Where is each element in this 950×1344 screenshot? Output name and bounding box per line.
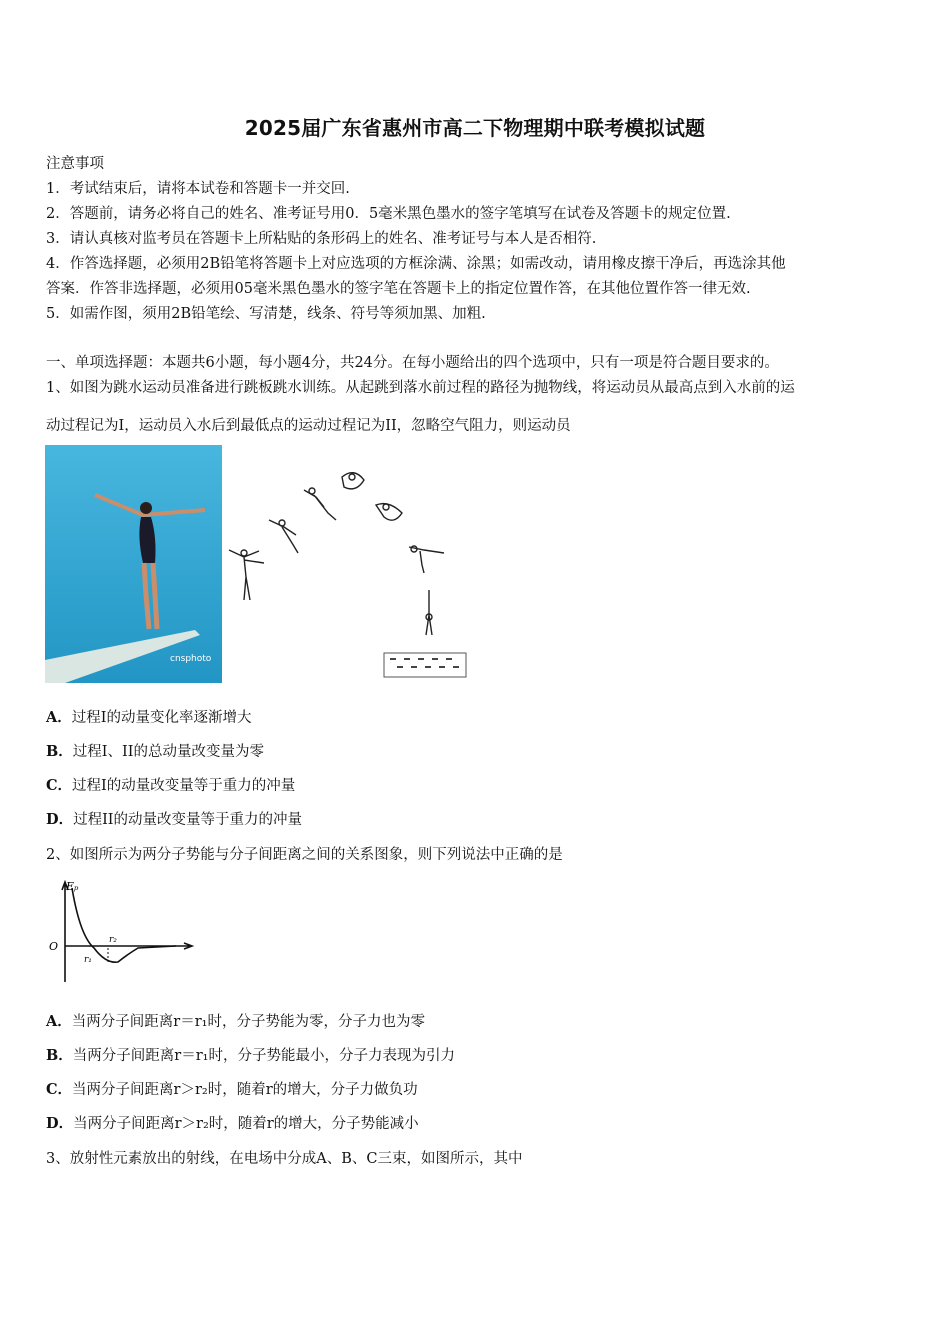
question-1-option-c[interactable]: C．过程I的动量改变量等于重力的冲量 [46, 777, 296, 794]
diver-photo [45, 445, 222, 683]
section-heading: 一、单项选择题：本题共6小题，每小题4分，共24分。在每小题给出的四个选项中，只有一项是符合题目要求的。 [46, 355, 779, 371]
question-1-option-d[interactable]: D．过程II的动量改变量等于重力的冲量 [46, 811, 303, 828]
notes-item: 4．作答选择题，必须用2B铅笔将答题卡上对应选项的方框涂满、涂黑；如需改动，请用橡皮擦干净后，再选涂其他 [46, 256, 786, 272]
notes-item: 答案．作答非选择题，必须用05毫米黑色墨水的签字笔在答题卡上的指定位置作答，在其他位置作答一律无效. [46, 281, 751, 297]
ep-label: Eₚ [66, 880, 79, 893]
notes-item: 3．请认真核对监考员在答题卡上所粘贴的条形码上的姓名、准考证号与本人是否相符. [46, 231, 597, 247]
notes-item: 2．答题前，请务必将自己的姓名、准考证号用0．5毫米黑色墨水的签字笔填写在试卷及答题卡的规定位置. [46, 206, 731, 222]
dive-sequence-illustration [224, 465, 474, 685]
origin-label: O [49, 940, 59, 953]
question-2-option-a[interactable]: A．当两分子间距离r＝r₁时，分子势能为零，分子力也为零 [46, 1013, 425, 1030]
question-1-stem: 1、如图为跳水运动员准备进行跳板跳水训练。从起跳到落水前过程的路径为抛物线，将运动员从最高点到入水前的运 [46, 380, 795, 396]
notes-item: 5．如需作图，须用2B铅笔绘、写清楚，线条、符号等须加黑、加粗. [46, 306, 486, 322]
page-title: 2025届广东省惠州市高二下物理期中联考模拟试题 [244, 116, 706, 140]
potential-energy-graph [46, 876, 198, 988]
question-2-option-b[interactable]: B．当两分子间距离r＝r₁时，分子势能最小，分子力表现为引力 [46, 1047, 455, 1064]
ep-axis [62, 882, 68, 982]
question-1-option-a[interactable]: A．过程I的动量变化率逐渐增大 [46, 709, 252, 726]
r1-label: r₁ [84, 955, 92, 965]
question-1-stem-cont: 动过程记为I，运动员入水后到最低点的运动过程记为II，忽略空气阻力，则运动员 [46, 418, 571, 434]
r2-label: r₂ [109, 935, 117, 945]
photo-watermark: cnsphoto [170, 654, 212, 664]
question-1-option-b[interactable]: B．过程I、II的总动量改变量为零 [46, 743, 264, 760]
question-3-stem: 3、放射性元素放出的射线，在电场中分成A、B、C三束，如图所示，其中 [46, 1151, 523, 1167]
question-2-stem: 2、如图所示为两分子势能与分子间距离之间的关系图象，则下列说法中正确的是 [46, 847, 563, 863]
notes-item: 1．考试结束后，请将本试卷和答题卡一并交回. [46, 181, 350, 197]
ep-curve [72, 888, 176, 962]
question-2-option-c[interactable]: C．当两分子间距离r＞r₂时，随着r的增大，分子力做负功 [46, 1081, 418, 1098]
question-2-option-d[interactable]: D．当两分子间距离r＞r₂时，随着r的增大，分子势能减小 [46, 1115, 419, 1132]
notes-heading: 注意事项 [46, 156, 104, 172]
